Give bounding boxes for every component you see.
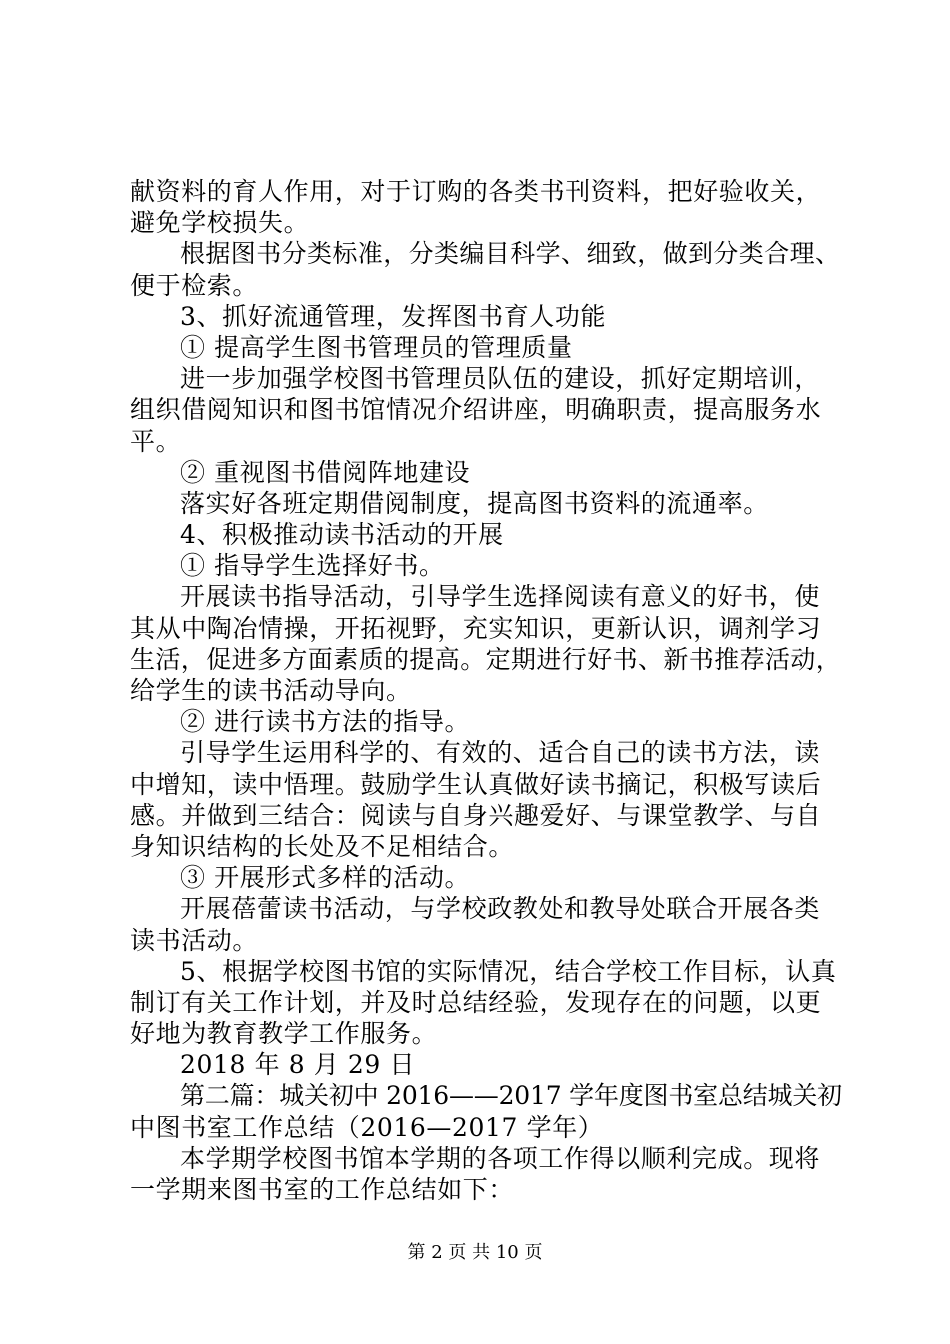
- text-line: 5、根据学校图书馆的实际情况，结合学校工作目标，认真: [180, 956, 837, 986]
- text-line: 便于检索。: [130, 270, 259, 300]
- text-line: 生活，促进多方面素质的提高。定期进行好书、新书推荐活动，: [130, 644, 842, 674]
- text-line: 身知识结构的长处及不足相结合。: [130, 831, 515, 861]
- text-line: 进一步加强学校图书管理员队伍的建设，抓好定期培训，: [180, 364, 821, 394]
- text-line: 中增知，读中悟理。鼓励学生认真做好读书摘记，积极写读后: [130, 769, 822, 799]
- text-line: 中图书室工作总结（2016—2017 学年）: [130, 1112, 604, 1142]
- text-line: ① 提高学生图书管理员的管理质量: [180, 332, 573, 362]
- text-line: 好地为教育教学工作服务。: [130, 1019, 438, 1049]
- text-line: 开展蓓蕾读书活动，与学校政教处和教导处联合开展各类: [180, 894, 821, 924]
- text-line: 读书活动。: [130, 925, 259, 955]
- page-footer: 第 2 页 共 10 页: [407, 1242, 543, 1263]
- text-line: 第二篇：城关初中 2016——2017 学年度图书室总结城关初: [180, 1081, 842, 1111]
- text-line: 组织借阅知识和图书馆情况介绍讲座，明确职责，提高服务水: [130, 395, 822, 425]
- text-line: 开展读书指导活动，引导学生选择阅读有意义的好书，使: [180, 582, 821, 612]
- text-line: 3、抓好流通管理，发挥图书育人功能: [180, 301, 607, 331]
- text-line: 本学期学校图书馆本学期的各项工作得以顺利完成。现将: [180, 1143, 821, 1173]
- text-line: ① 指导学生选择好书。: [180, 551, 445, 581]
- text-line: 2018 年 8 月 29 日: [180, 1050, 416, 1080]
- text-line: 其从中陶冶情操，开拓视野，充实知识，更新认识，调剂学习: [130, 613, 822, 643]
- text-line: 引导学生运用科学的、有效的、适合自己的读书方法，读: [180, 738, 821, 768]
- text-line: 一学期来图书室的工作总结如下：: [130, 1175, 515, 1204]
- text-line: 制订有关工作计划，并及时总结经验，发现存在的问题，以更: [130, 987, 822, 1017]
- text-line: 感。并做到三结合：阅读与自身兴趣爱好、与课堂教学、与自: [130, 800, 822, 830]
- text-line: 避免学校损失。: [130, 208, 310, 238]
- text-line: ③ 开展形式多样的活动。: [180, 863, 471, 893]
- text-line: ② 重视图书借阅阵地建设: [180, 457, 471, 487]
- text-line: 给学生的读书活动导向。: [130, 676, 412, 705]
- text-line: 落实好各班定期借阅制度，提高图书资料的流通率。: [180, 488, 769, 518]
- text-line: 根据图书分类标准，分类编目科学、细致，做到分类合理、: [180, 239, 841, 269]
- document-body: [130, 176, 842, 1205]
- text-line: 献资料的育人作用，对于订购的各类书刊资料，把好验收关，: [130, 177, 822, 206]
- text-line: 4、积极推动读书活动的开展: [180, 520, 504, 550]
- text-line: ② 进行读书方法的指导。: [180, 707, 471, 737]
- text-line: 平。: [130, 426, 182, 456]
